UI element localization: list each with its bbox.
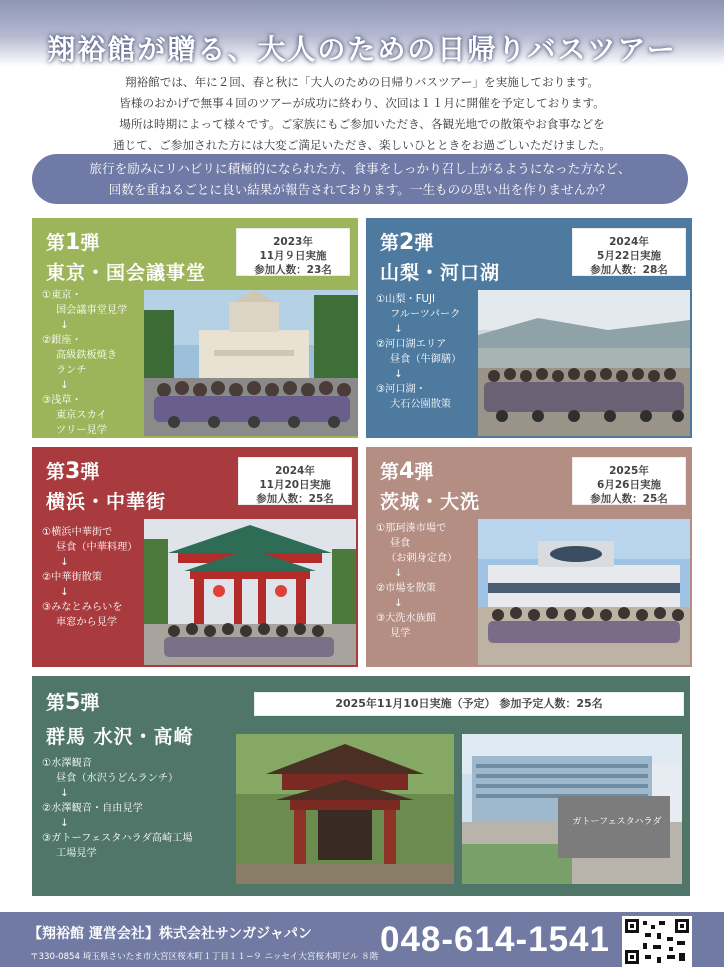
mizusawa-temple-photo: [236, 734, 454, 884]
highlight-banner: [32, 154, 688, 204]
tour-number-prefix: 第: [46, 461, 66, 483]
tour-info-box: [572, 457, 686, 505]
step-arrow: ↓: [394, 568, 403, 579]
step-arrow: ↓: [60, 320, 69, 331]
tour-number-value: 5: [65, 690, 81, 715]
step: 東京スカイ: [56, 410, 107, 421]
step: ①那珂湊市場で: [376, 523, 447, 534]
tour-participants: 参加人数：23名: [254, 264, 332, 276]
tour-number-suffix: 弾: [80, 232, 100, 254]
tour-number: [46, 457, 99, 484]
tour-date: 11月９日実施: [259, 250, 327, 262]
intro-line: 通じて、ご参加された方には大変ご満足いただき、楽しいひとときをお過ごしいただけました。: [113, 138, 611, 152]
step: 高級鉄板焼き: [56, 350, 118, 361]
tour-steps: [376, 521, 457, 641]
tour-number-suffix: 弾: [414, 232, 434, 254]
tour-number-value: 1: [65, 230, 81, 255]
tour-steps: [42, 525, 138, 630]
tour-number-prefix: 第: [380, 461, 400, 483]
tour-year: 2023年: [273, 236, 313, 248]
aquarium-group-photo: [478, 519, 690, 665]
step: 大石公園散策: [390, 399, 452, 410]
step: ①水澤観音: [42, 758, 92, 769]
step-arrow: ↓: [60, 818, 69, 829]
tour-participants: 参加人数：28名: [590, 264, 668, 276]
gateau-festa-harada-factory-photo: [462, 734, 682, 884]
step: ③大洗水族館: [376, 613, 437, 624]
step: ②銀座・: [42, 335, 82, 346]
step-arrow: ↓: [60, 788, 69, 799]
tour-number: [380, 457, 433, 484]
tour-number: [380, 228, 433, 255]
tour-number-suffix: 弾: [80, 692, 100, 714]
step: 昼食（牛御膳）: [390, 354, 462, 365]
step: 昼食: [390, 538, 411, 549]
step: ランチ: [56, 365, 87, 376]
tour-steps: [42, 756, 193, 861]
national-diet-group-photo: [144, 290, 358, 436]
step-arrow: ↓: [60, 587, 69, 598]
tour-place: 群馬 水沢・高崎: [46, 726, 194, 748]
step: ①山梨・FUJI: [376, 294, 436, 305]
tour-number-suffix: 弾: [414, 461, 434, 483]
factory-sign: ガトーフェスタハラダ: [572, 817, 662, 827]
step-arrow: ↓: [394, 598, 403, 609]
step: ③河口湖・: [376, 384, 426, 395]
tour-year: 2025年: [609, 465, 649, 477]
company-name: 【翔裕館 運営会社】株式会社サンガジャパン: [28, 926, 312, 942]
tour-number: [46, 228, 99, 255]
step: ③浅草・: [42, 395, 82, 406]
lake-kawaguchi-group-photo: [478, 290, 690, 436]
step: ツリー見学: [56, 425, 107, 436]
intro-line: 翔裕館では、年に２回、春と秋に「大人のための日帰りバスツアー」を実施しております。: [124, 75, 600, 89]
tour-info-box: [238, 457, 352, 505]
tour-place: 茨城・大洗: [380, 491, 481, 513]
step: 工場見学: [56, 848, 97, 859]
tour-date-participants: 2025年11月10日実施（予定） 参加予定人数：25名: [335, 697, 603, 710]
step-arrow: ↓: [60, 557, 69, 568]
step: 見学: [390, 628, 411, 639]
highlight-line: 回数を重ねるごとに良い結果が報告されております。一生ものの思い出を作りませんか？: [108, 182, 612, 197]
tour-card-2: [366, 218, 692, 438]
tour-steps: [376, 292, 461, 412]
phone-number[interactable]: 048-614-1541: [380, 920, 610, 959]
step: （お刺身定食）: [386, 553, 458, 564]
step: ③ガトーフェスタハラダ高崎工場: [42, 833, 193, 844]
intro-line: 場所は時期によって様々です。ご家族にもご参加いただき、各観光地での散策やお食事などを: [119, 117, 605, 131]
tour-number-value: 4: [399, 459, 415, 484]
tour-number-prefix: 第: [46, 232, 66, 254]
tour-card-5: [32, 676, 690, 896]
tour-place: 東京・国会議事堂: [46, 262, 207, 284]
step: ②市場を散策: [376, 583, 437, 594]
tour-number-suffix: 弾: [80, 461, 100, 483]
step: ①横浜中華街で: [42, 527, 113, 538]
intro-line: 皆様のおかげで無事４回のツアーが成功に終わり、次回は１１月に開催を予定しております。: [119, 96, 605, 110]
tour-card-3: [32, 447, 358, 667]
step: ②河口湖エリア: [376, 339, 447, 350]
tour-info-box: [572, 228, 686, 276]
tour-number-value: 2: [399, 230, 415, 255]
tour-date: 11月20日実施: [259, 479, 331, 491]
tour-participants: 参加人数：25名: [590, 493, 668, 505]
company-address: 〒330-0854 埼玉県さいたま市大宮区桜木町１丁目１１−９ ニッセイ大宮桜木町ビル ８階: [30, 952, 379, 962]
tour-number-prefix: 第: [46, 692, 66, 714]
tour-participants: 参加人数：25名: [256, 493, 334, 505]
tour-date: 6月26日実施: [597, 479, 661, 491]
chinatown-gate-group-photo: [144, 519, 356, 665]
tour-place: 山梨・河口湖: [380, 262, 501, 284]
highlight-line: 旅行を励みにリハビリに積極的になられた方、食事をしっかり召し上がるようになった方など、: [89, 161, 631, 176]
intro-text: [30, 72, 694, 156]
step: フルーツパーク: [390, 309, 461, 320]
tour-year: 2024年: [275, 465, 315, 477]
page-title: 翔裕館が贈る、大人のための日帰りバスツアー: [47, 33, 677, 66]
footer: [0, 912, 724, 967]
tour-info-box: [254, 692, 684, 716]
tour-place: 横浜・中華街: [46, 491, 167, 513]
step: 車窓から見学: [56, 617, 118, 628]
step-arrow: ↓: [60, 380, 69, 391]
step: 国会議事堂見学: [56, 305, 128, 316]
tour-year: 2024年: [609, 236, 649, 248]
step: 昼食（中華料理）: [56, 542, 138, 553]
tour-number-value: 3: [65, 459, 81, 484]
tour-card-1: [32, 218, 358, 438]
step: ②中華街散策: [42, 572, 103, 583]
step: ③みなとみらいを: [42, 602, 123, 613]
tour-date: 5月22日実施: [597, 250, 661, 262]
step-arrow: ↓: [394, 324, 403, 335]
qr-code-icon[interactable]: [622, 916, 692, 967]
tour-card-4: [366, 447, 692, 667]
tour-steps: [42, 288, 127, 438]
tour-info-box: [236, 228, 350, 276]
tour-number: [46, 688, 99, 715]
step: ②水澤観音・自由見学: [42, 803, 143, 814]
step: 昼食（水沢うどんランチ）: [56, 773, 179, 784]
step: ①東京・: [42, 290, 82, 301]
step-arrow: ↓: [394, 369, 403, 380]
tour-number-prefix: 第: [380, 232, 400, 254]
